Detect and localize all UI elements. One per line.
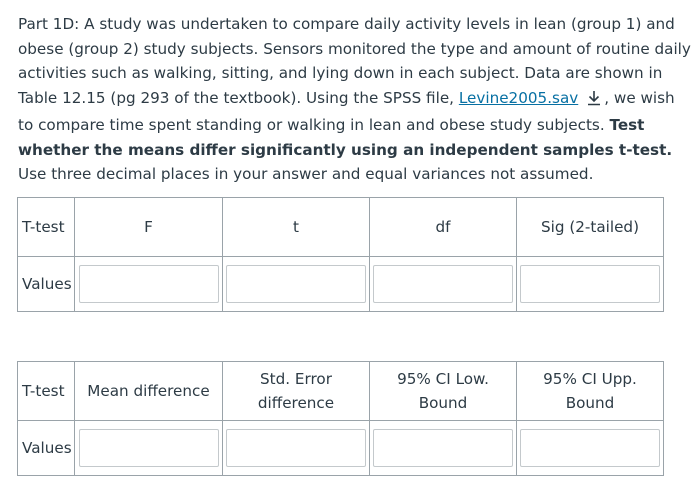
table-1-cell-t — [223, 257, 370, 312]
ci-upper-input[interactable] — [520, 429, 660, 467]
table-1-values-row — [18, 257, 664, 312]
instruction-start: Test — [609, 116, 645, 134]
ci-upp-line-1: 95% CI Upp. — [543, 370, 637, 388]
ttest-table-1 — [17, 197, 664, 312]
sig-value-input[interactable] — [520, 265, 660, 303]
table-2-values-row — [18, 421, 664, 476]
question-line-2: obese (group 2) study subjects. Sensors monitored the type and amount of routine daily — [18, 39, 691, 58]
f-value-input[interactable] — [79, 265, 219, 303]
question-line-4 — [18, 86, 682, 114]
ci-low-line-2: Bound — [418, 394, 468, 412]
ci-lower-input[interactable] — [373, 429, 513, 467]
table-2-cell-mean-diff — [75, 421, 223, 476]
table-1-values-label: Values — [18, 257, 75, 312]
table-1-header-t: t — [223, 198, 370, 257]
part-label: Part 1D — [18, 15, 75, 33]
question-line-4-text: Table 12.15 (pg 293 of the textbook). Using the SPSS file, — [18, 88, 459, 107]
table-1-cell-df — [370, 257, 517, 312]
table-1-cell-f — [75, 257, 223, 312]
table-1-header-df: df — [370, 198, 517, 257]
table-2-header-row — [18, 362, 664, 421]
table-2-values-label: Values — [18, 421, 75, 476]
mean-difference-input[interactable] — [79, 429, 219, 467]
question-line-5 — [18, 113, 682, 138]
std-error-input[interactable] — [226, 429, 366, 467]
question-line-4-end: , we wish — [604, 88, 675, 107]
question-text — [18, 12, 691, 187]
table-1-header-row — [18, 198, 664, 257]
table-1-cell-sig — [517, 257, 664, 312]
instruction-line-1: whether the means differ significantly using an independent samples t-test. — [18, 140, 673, 159]
table-2-header-mean-diff-text: Mean difference — [87, 382, 210, 400]
table-2-header-std-error — [223, 362, 370, 421]
table-2-header-ttest-text: T-test — [22, 382, 65, 400]
question-line-1-text: : A study was undertaken to compare daily activity levels in lean (group 1) and — [74, 15, 675, 33]
table-2-header-ttest — [18, 362, 75, 421]
table-2-header-ci-upp — [517, 362, 664, 421]
df-value-input[interactable] — [373, 265, 513, 303]
table-1-header-ttest: T-test — [18, 198, 75, 257]
instruction-line-2: Use three decimal places in your answer and equal variances not assumed. — [18, 165, 594, 183]
table-2-cell-ci-upp — [517, 421, 664, 476]
ttest-table-2 — [17, 361, 664, 476]
question-line-1 — [18, 12, 682, 37]
dataset-file-link[interactable]: Levine2005.sav — [458, 88, 579, 107]
table-2-cell-std-error — [223, 421, 370, 476]
t-value-input[interactable] — [226, 265, 366, 303]
ci-upp-line-2: Bound — [565, 394, 615, 412]
download-icon[interactable] — [586, 89, 602, 114]
table-1-header-f: F — [75, 198, 223, 257]
question-line-3: activities such as walking, sitting, and lying down in each subject. Data are shown in — [18, 64, 663, 82]
table-2-cell-ci-low — [370, 421, 517, 476]
table-2-header-mean-diff — [75, 362, 223, 421]
ci-low-line-1: 95% CI Low. — [397, 370, 489, 388]
std-error-line-2: difference — [257, 394, 335, 412]
table-1-header-sig: Sig (2-tailed) — [517, 198, 664, 257]
question-line-5-text: to compare time spent standing or walking in lean and obese study subjects. — [18, 116, 610, 134]
table-2-header-ci-low — [370, 362, 517, 421]
std-error-line-1: Std. Error — [260, 370, 332, 388]
